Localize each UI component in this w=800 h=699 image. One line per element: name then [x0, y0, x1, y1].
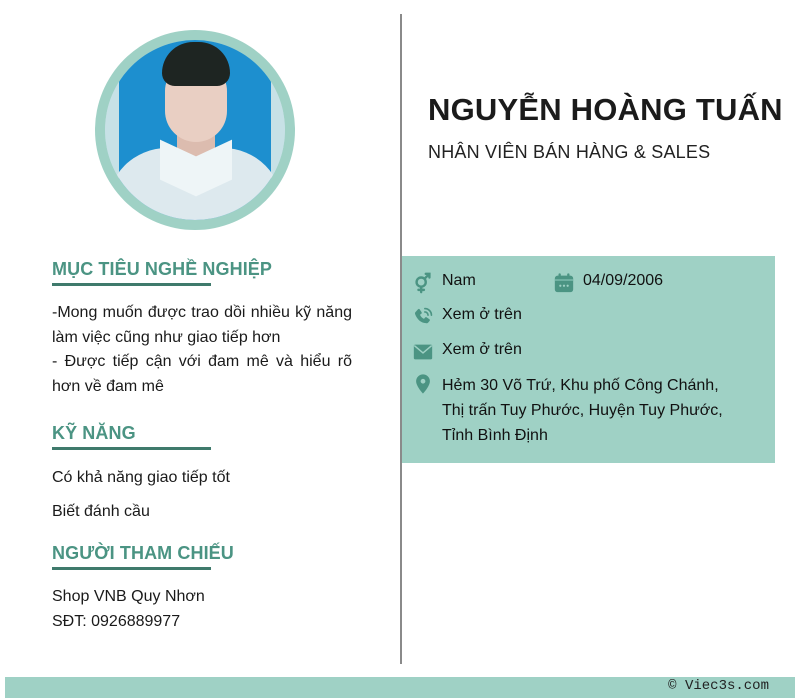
candidate-name: NGUYỄN HOÀNG TUẤN — [428, 92, 783, 127]
gender-value: Nam — [442, 272, 476, 289]
objective-line: -Mong muốn được trao dồi nhiều kỹ năng làm việc cũng như giao tiếp hơn — [52, 304, 352, 346]
reference-text — [52, 585, 205, 634]
skill-item: Có khả năng giao tiếp tốt — [52, 469, 230, 486]
objective-heading: MỤC TIÊU NGHỀ NGHIỆP — [52, 259, 273, 279]
email-value: Xem ở trên — [442, 341, 522, 358]
address-line: Thị trấn Tuy Phước, Huyện Tuy Phước, — [442, 402, 723, 419]
phone-row — [412, 306, 522, 328]
job-title: NHÂN VIÊN BÁN HÀNG & SALES — [428, 142, 711, 162]
reference-line: SĐT: 0926889977 — [52, 612, 181, 630]
skills-heading: KỸ NĂNG — [52, 423, 136, 443]
avatar — [95, 30, 295, 230]
avatar-photo — [105, 40, 285, 220]
references-heading: NGƯỜI THAM CHIẾU — [52, 543, 234, 563]
reference-line: Shop VNB Quy Nhơn — [52, 588, 205, 605]
location-pin-icon — [412, 373, 434, 395]
skills-heading-bar — [52, 447, 211, 450]
phone-value: Xem ở trên — [442, 306, 522, 323]
birthday-value: 04/09/2006 — [583, 272, 664, 289]
objective-text — [52, 301, 352, 399]
objective-line: - Được tiếp cận với đam mê và hiểu rõ hơn về đam mê — [52, 353, 352, 395]
phone-icon — [412, 306, 434, 328]
address-line: Tỉnh Bình Định — [442, 427, 548, 444]
skill-item: Biết đánh cầu — [52, 503, 150, 520]
gender-row — [412, 272, 476, 294]
address-row — [412, 373, 723, 448]
references-heading-bar — [52, 567, 211, 570]
gender-icon — [412, 272, 434, 294]
footer-copyright: © Viec3s.com — [668, 678, 769, 694]
address-line: Hẻm 30 Võ Trứ, Khu phố Công Chánh, — [442, 377, 719, 394]
address-value — [442, 373, 723, 448]
footer-bar — [5, 677, 795, 698]
objective-heading-bar — [52, 283, 211, 286]
email-row — [412, 341, 522, 363]
calendar-icon — [553, 272, 575, 294]
email-icon — [412, 341, 434, 363]
birthday-row — [553, 272, 663, 294]
